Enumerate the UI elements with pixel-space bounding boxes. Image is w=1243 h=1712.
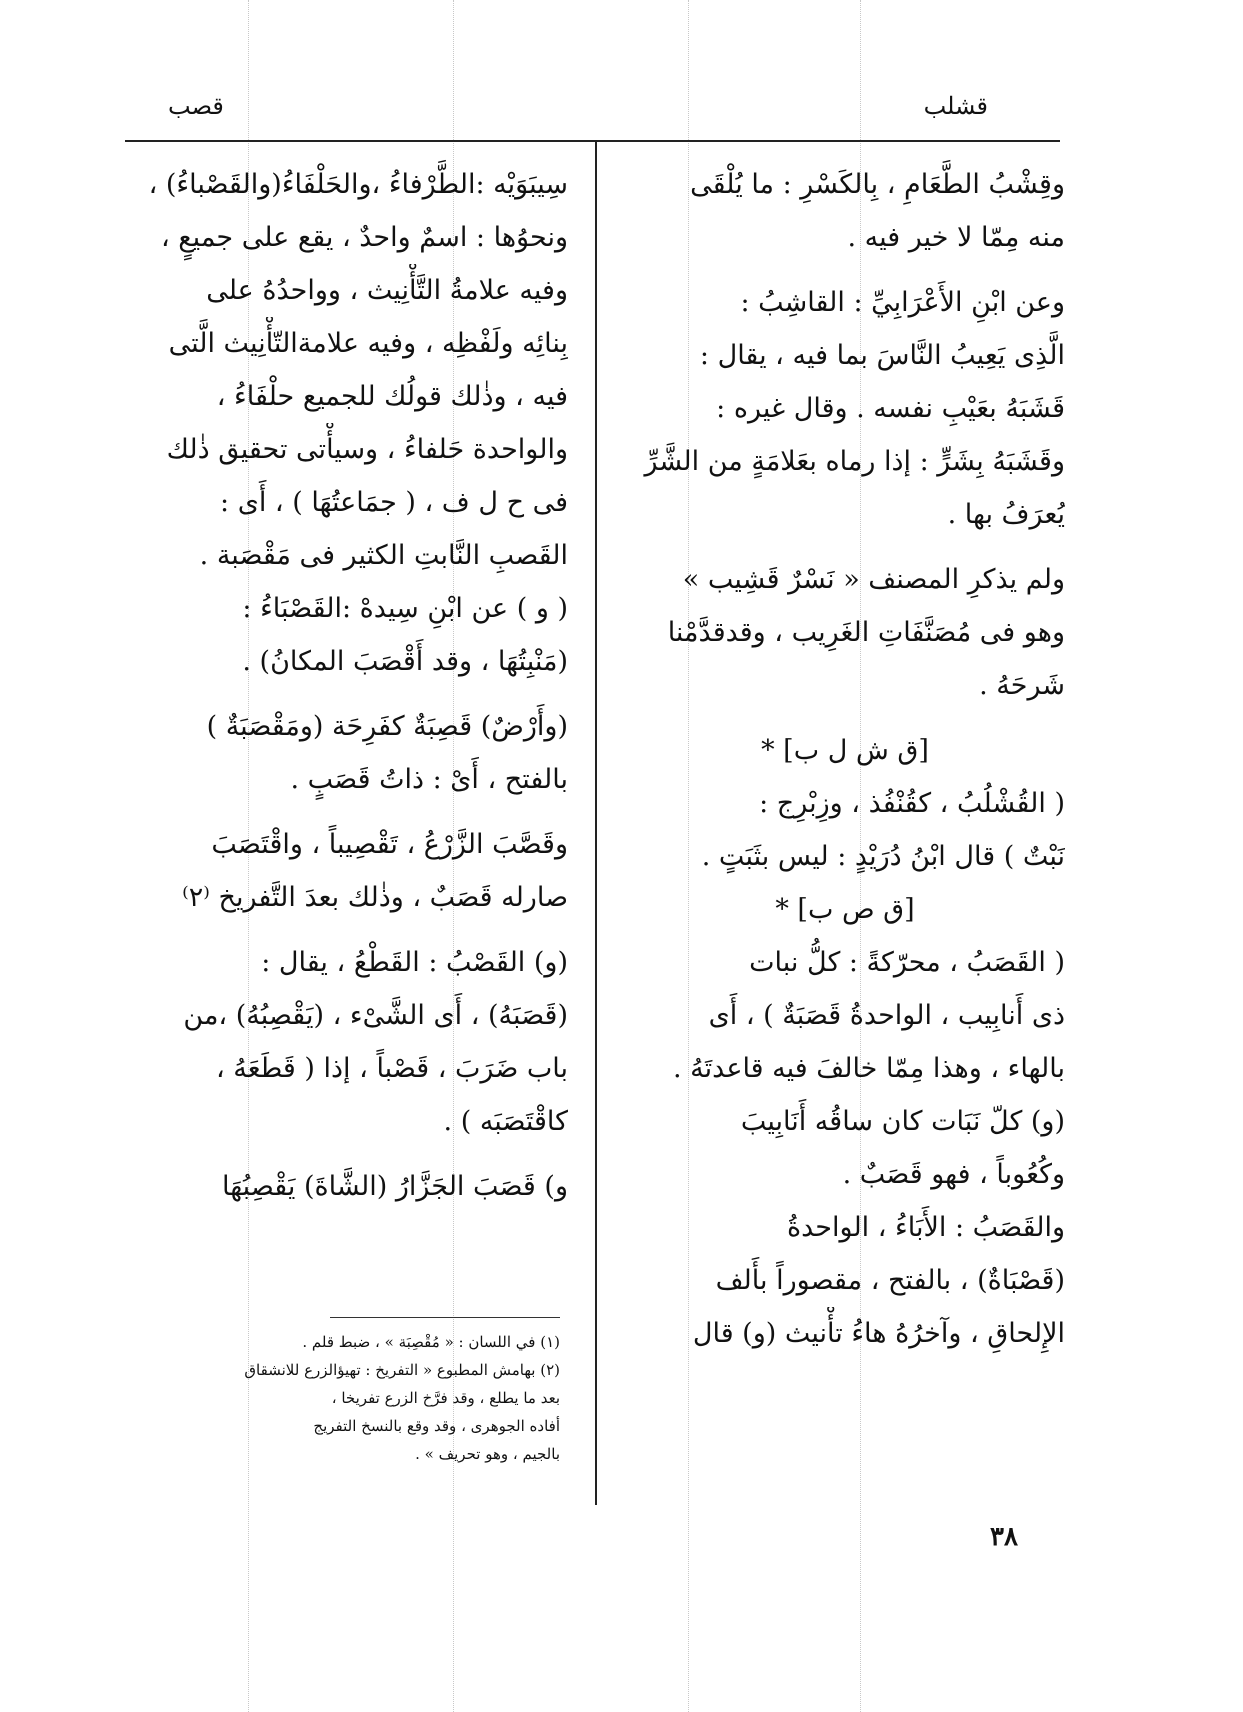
text-line: الَّذِى يَعِيبُ النَّاسَ بما فيه ، يقال : [699,340,1065,371]
text-line: سِيبَوَيْه :الطَّرْفاءُ ،والحَلْفَاءُ(والقَصْباءُ) ، [148,169,568,200]
text-line: وفيه علامةُ التَّأْنِيث ، وواحدُهُ على [206,275,568,306]
text-line: (مَنْبِتُهَا ، وقد أَقْصَبَ المكانُ) . [242,646,568,677]
text-line: كاقْتَصَبَه ) . [443,1106,568,1137]
footnote-rule [330,1317,560,1318]
text-line: وقَشَبَهُ بِشَرٍّ : إذا رماه بعَلامَةٍ من الشَّرِّ [644,446,1065,477]
text-line: وقَصَّبَ الزَّرْعُ ، تَقْصِيباً ، واقْتَصَبَ [211,829,568,860]
text-line: وعن ابْنِ الأَعْرَابِيِّ : القاشِبُ : [740,287,1065,318]
text-line: وكُعُوباً ، فهو قَصَبٌ . [842,1159,1065,1190]
text-line: قَشَبَهُ بعَيْبِ نفسه . وقال غيره : [716,393,1065,424]
footnotes [128,1328,560,1468]
column-divider [595,140,597,1505]
header-rule [125,140,1060,142]
left-column [128,158,568,1213]
entry-heading: [ق ش ل ب] * [761,735,929,766]
text-line: ( القُشْلُبُ ، كقُنْفُذ ، وزِبْرِج : [759,788,1065,819]
footnote: بعد ما يطلع ، وقد فرَّخ الزرع تفريخا ، [331,1389,560,1407]
text-line: ونحوُها : اسمٌ واحدٌ ، يقع على جميعٍ ، [161,222,568,253]
right-column [625,158,1065,1360]
text-line: وقِشْبُ الطَّعَامِ ، بِالكَسْرِ : ما يُلْقَى [690,169,1065,200]
text-line: الإِلحاقِ ، وآخرُهُ هاءُ تأْنيث (و) قال [692,1318,1065,1349]
text-line: صارله قَصَبٌ ، وذٰلك بعدَ التَّفريخ ⁽٢⁾ [182,882,568,913]
page-number: ٣٨ [990,1522,1018,1552]
text-line: (و) كلّ نَبَات كان ساقُه أَنَابِيبَ [740,1106,1065,1137]
text-line: ( و ) عن ابْنِ سِيدهْ :القَصْبَاءُ : [242,593,568,624]
text-line: باب ضَرَبَ ، قَصْباً ، إذا ( قَطَعَهُ ، [215,1053,568,1084]
footnote: بالجيم ، وهو تحريف » . [415,1445,560,1463]
text-line: ولم يذكرِ المصنف « نَسْرٌ قَشِيب » [682,564,1065,595]
text-line: بالفتح ، أَىْ : ذاتُ قَصَبٍ . [290,764,568,795]
text-line: بِنائِه ولَفْظِه ، وفيه علامةالتّأْنِيث الَّتى [168,328,568,359]
text-line: (وأَرْضٌ) قَصِبَةٌ كفَرِحَة (ومَقْصَبَةٌ ) [206,711,568,742]
footnote: (١) في اللسان : « مُقْصِبَة » ، ضبط قلم . [302,1333,560,1351]
footnote: (٢) بهامش المطبوع « التفريخ : تهيؤالزرع للانشقاق [244,1361,560,1379]
text-line: نَبْتٌ ) قال ابْنُ دُرَيْدٍ : ليس بثَبَتٍ . [701,841,1065,872]
text-line: القَصبِ النَّابتِ الكثير فى مَقْصَبة . [199,540,568,571]
text-line: شَرحَهُ . [979,670,1065,701]
text-line: (قَصَبَهُ) ، أَى الشَّىْء ، (يَقْصِبُهُ) ،من [183,1000,568,1031]
text-line: فى ح ل ف ، ( جمَاعتُهَا ) ، أَى : [220,487,568,518]
text-line: (و) القَصْبُ : القَطْعُ ، يقال : [261,947,568,978]
text-line: ذى أَنابِيب ، الواحدةُ قَصَبَةٌ ) ، أَى [708,1000,1065,1031]
text-line: والقَصَبُ : الأَبَاءُ ، الواحدةُ [786,1212,1065,1243]
text-line: بالهاء ، وهذا مِمّا خالفَ فيه قاعدتَهُ . [673,1053,1065,1084]
running-header-right: قشلب [923,92,988,120]
text-line: والواحدة حَلفاءُ ، وسيأْتى تحقيق ذٰلك [166,434,568,465]
entry-heading: [ق ص ب] * [775,894,915,925]
text-line: وهو فى مُصَنَّفَاتِ الغَرِيب ، وقدقدَّمْنا [667,617,1065,648]
text-line: و) قَصَبَ الجَزَّارُ (الشَّاةَ) يَقْصِبُهَا [222,1171,568,1202]
text-line: ( القَصَبُ ، محرّكةً : كلُّ نبات [749,947,1065,978]
text-line: منه مِمّا لا خير فيه . [847,222,1065,253]
running-header-left: قصب [168,92,224,120]
text-line: يُعرَفُ بها . [947,499,1065,530]
footnote: أفاده الجوهرى ، وقد وقع بالنسخ التفريج [313,1417,560,1435]
text-line: فيه ، وذٰلك قولُك للجميع حلْفَاءُ ، [216,381,568,412]
text-line: (قَصْبَاةٌ) ، بالفتح ، مقصوراً بأَلف [715,1265,1065,1296]
